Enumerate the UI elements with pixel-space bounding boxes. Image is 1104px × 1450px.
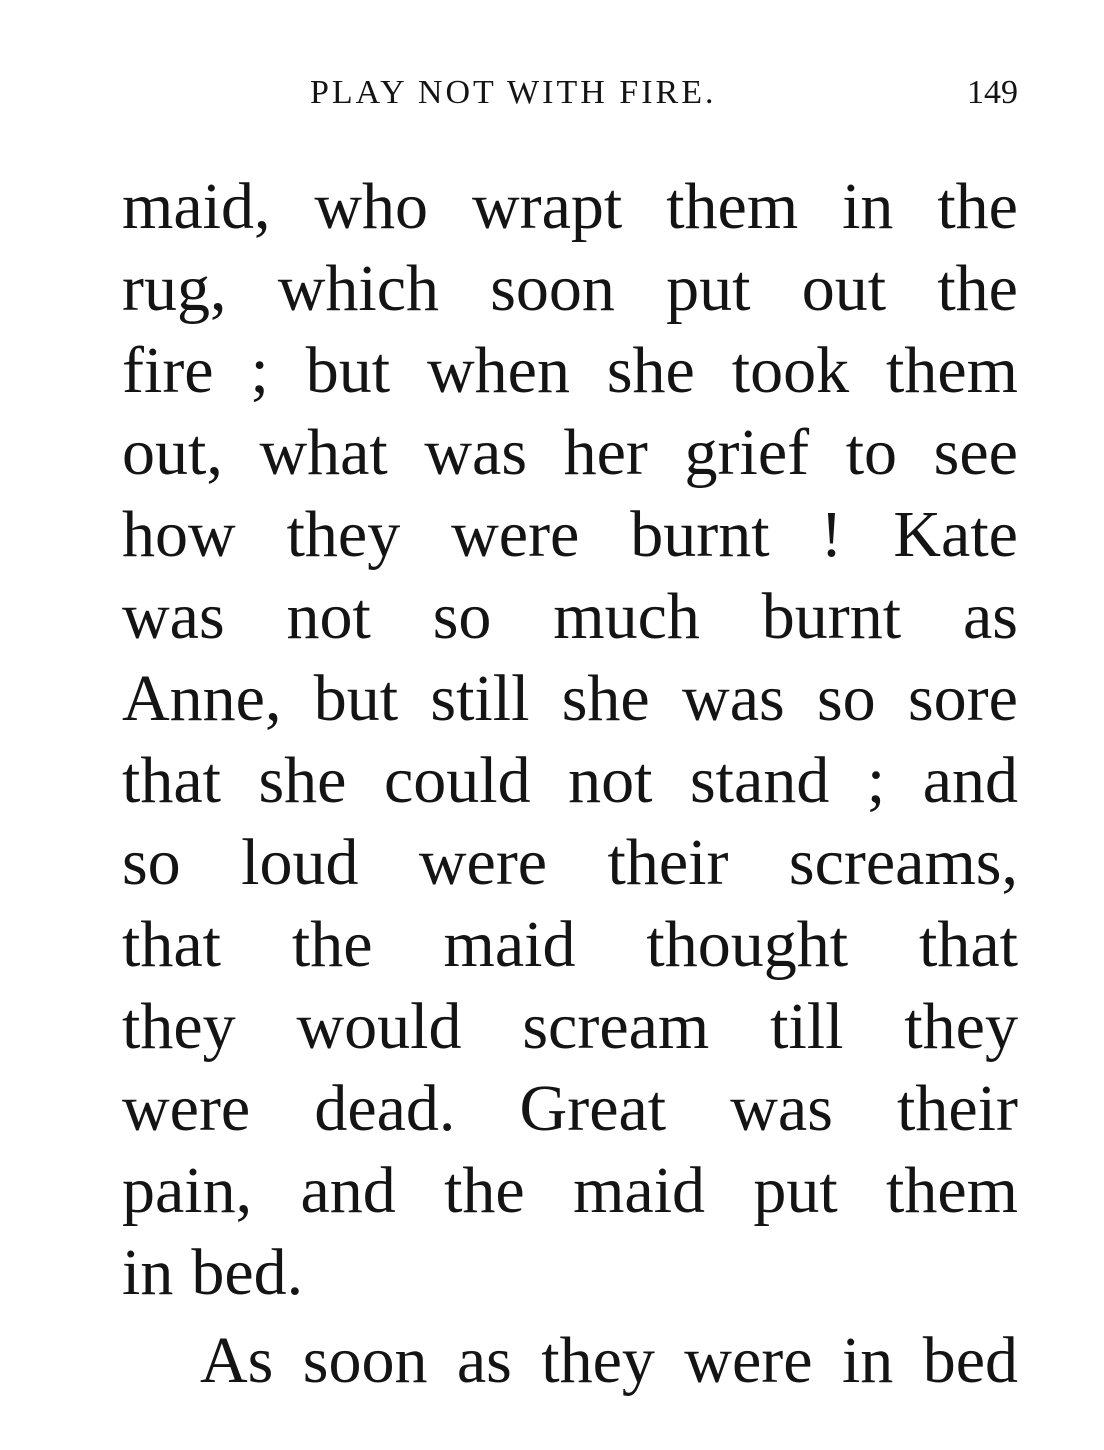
text-line: rug, which soon put out the (122, 252, 1018, 325)
text-line: they would scream till they (122, 990, 1018, 1063)
text-line: Anne, but still she was so sore (122, 662, 1018, 735)
text-line: that the maid thought that (122, 908, 1018, 981)
text-line: in bed. (122, 1236, 304, 1309)
running-title: PLAY NOT WITH FIRE. (310, 74, 717, 111)
paragraph (122, 1320, 1018, 1402)
text-line: pain, and the maid put them (122, 1154, 1018, 1227)
body-text (122, 166, 1018, 1402)
page-number: 149 (967, 74, 1018, 111)
text-line: maid, who wrapt them in the (122, 170, 1018, 243)
text-line: were dead. Great was their (122, 1072, 1018, 1145)
text-line: that she could not stand ; and (122, 744, 1018, 817)
text-line: fire ; but when she took them (122, 334, 1018, 407)
paragraph (122, 166, 1018, 1314)
running-head (122, 68, 1018, 118)
text-line: was not so much burnt as (122, 580, 1018, 653)
text-line: so loud were their screams, (122, 826, 1018, 899)
text-line: how they were burnt ! Kate (122, 498, 1018, 571)
text-line: out, what was her grief to see (122, 416, 1018, 489)
text-line: As soon as they were in bed (200, 1324, 1018, 1397)
